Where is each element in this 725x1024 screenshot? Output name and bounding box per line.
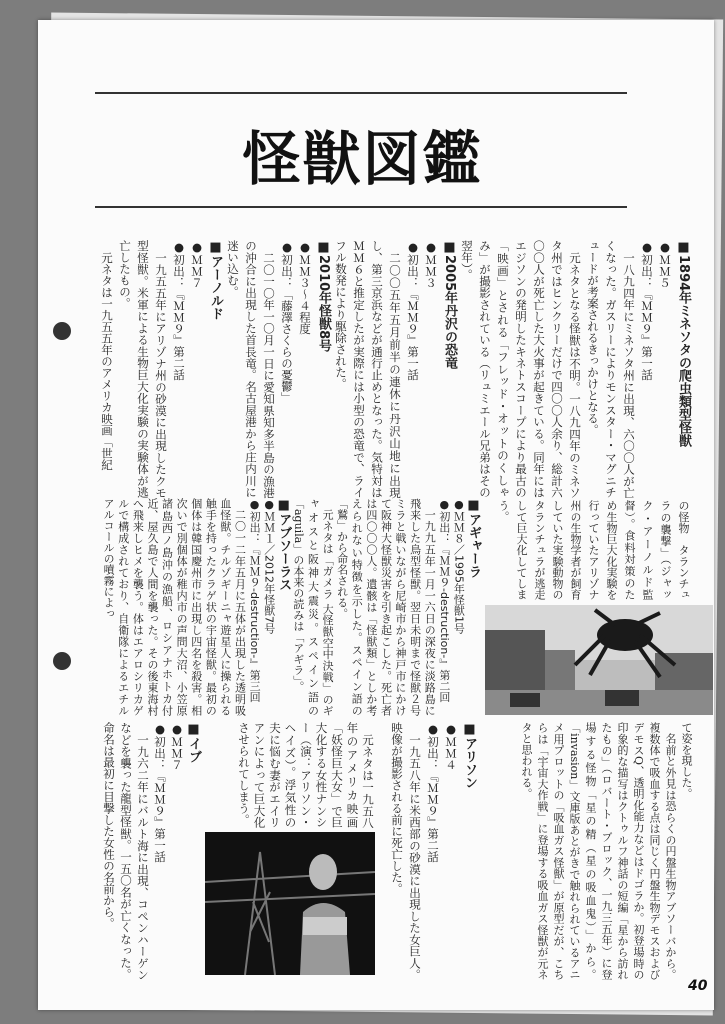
entry-heading: ■イブ (186, 722, 201, 763)
attack-of-50ft-woman-still (205, 832, 375, 975)
entry-text: 一九五五年にアリゾナ州の砂漠に出現したクモ型怪獣。米軍による生物巨大化実験の実験体が逃亡したもの。 (118, 240, 168, 498)
entry-text: 元ネタとなる怪獣は不明。一八九四年のミネソタ州ではヒンクリーだけで四〇〇人余り、総計六〇〇人が死亡した大火事が起きている。同年にはエジソンの発明したキネトスコープにより最古の「映画」とされる「フレッド・オットのくしゃみ」が撮影されている（リュミエール兄弟はその翌年）。 (460, 240, 582, 498)
entry-mm: ●ＭＭ４ (444, 722, 458, 771)
entry-text: 一九五八年に米西部の砂漠に出現した女巨人。映像が撮影される前に死亡した。 (390, 722, 422, 980)
tier-2 (74, 498, 480, 716)
entry-2005-tanzawa (332, 240, 458, 498)
arnold-continued (487, 500, 692, 600)
entry-1894-minnesota (458, 240, 692, 498)
alison-continued (205, 722, 375, 828)
entry-mm: ●ＭＭ３～４程度 (298, 240, 312, 335)
tier-1 (80, 240, 692, 498)
entry-alison (378, 722, 478, 980)
entry-first-appearance: ●初出：『ＭＭ９』第二話 (172, 240, 186, 381)
entry-text: 二〇〇五年五月前半の連休に丹沢山地に出現し、第三京浜などが通行止めとなった。気特対はＭＭ６と推定したが実際には小型の恐竜で、ライフル数発により駆除された。 (334, 240, 402, 498)
entry-text: の怪物 タランチュラの襲撃」（ジャック・アーノルド監督）。食料対策のため生物巨大化実験を行っていたアリゾナ州の生物学者が飼育していた実験動物のタランチュラが逃走して巨大化してしまう。 (497, 500, 690, 600)
entry-mm: ●ＭＭ７ (190, 240, 204, 289)
binder-hole (53, 652, 71, 670)
entry-text: 元ネタは一九五八年のアメリカ映画「妖怪巨大女」で巨大化する女性ナンシー（演：アリソン・ヘイズ）。浮気性の夫に悩む妻がエイリアンによって巨大化させられてしまう。 (237, 722, 375, 828)
entry-arnold (98, 240, 224, 498)
entry-first-appearance: ●初出：『ＭＭ９』第二話 (426, 722, 440, 863)
entry-heading: ■2005年丹沢の恐竜 (442, 240, 457, 370)
entry-agyara (290, 498, 480, 716)
entry-heading: ■1894年ミネソタの爬虫類型怪獣 (676, 240, 691, 448)
entry-mm: ●ＭＭ３ (424, 240, 438, 289)
entry-mm: ●ＭＭ７ (170, 722, 184, 771)
entry-mm: ●ＭＭ８／1995年怪獣1号 (452, 498, 466, 634)
entry-text: 名前と外見は恐らくの円盤生物アブソーバから。複数体で吸血する点は同じく円盤生物デモスおよびデモスQ、透明化能力などはドゴラか。初登場時の印象的な描写はクトゥルフ神話の短編「星から訪れたもの」（ロバート・ブロック、一九三五年）に登場する怪物「星の精（星の吸血鬼）」から。「invasion」文庫版あとがきで触れられているアニメ用プロットの「吸血ガス怪獣」が原型だが、こちらは「宇宙大作戦」に登場する吸血ガス怪獣が元ネタと思われる。 (520, 722, 677, 980)
absolus-continued (482, 722, 694, 980)
entry-mm: ●ＭＭ５ (658, 240, 672, 289)
page-number: 40 (688, 978, 708, 994)
entry-heading: ■アギャーラ (466, 498, 481, 578)
divider (95, 92, 627, 94)
entry-heading: ■アリソン (462, 722, 477, 789)
divider (95, 206, 627, 208)
entry-first-appearance: ●初出：『ＭＭ９』第一話 (640, 240, 654, 381)
entry-heading: ■アーノルド (208, 240, 223, 320)
entry-absolus (101, 498, 291, 716)
entry-first-appearance: ●初出：『ＭＭ９-destruction-』第三回 (248, 498, 262, 703)
entry-text: 元ネタは「ガメラ 大怪獣空中決戦」のギャオスと阪神大震災。スペイン語の「aguila」の本来の読みは「アギラ」。 (291, 498, 335, 716)
entry-text: 二〇一二年五月に五体が出現した透明吸血怪獣。チルゾギーニャ遊星人に操られる触手を持ったクラゲ状の宇宙怪獣。最初の個体は韓国慶州市に出現し四名を殺害。相次いで別個体が稚内市の声問大沼、小笠原諸島西ノ島沖の漁船、ロシアナホトカ付近、屋久島で人間を襲った。その後東海村へ飛来しヒメを襲う。体はエアロシリカゲルで構成されており、自衛隊によるエチルアルコールの噴霧によっ (102, 498, 247, 716)
binder-hole (53, 322, 71, 340)
entry-eve (76, 722, 202, 980)
entry-heading: ■アブソーラス (276, 498, 292, 591)
entry-heading: ■2010年怪獣8号 (316, 240, 331, 353)
entry-2010-kaiju-8 (224, 240, 332, 498)
entry-text: て姿を現した。 (680, 722, 693, 799)
entry-mm: ●ＭＭ１／2012年怪獣7号 (262, 498, 276, 634)
tarantula-movie-still (485, 605, 713, 715)
entry-text: 元ネタは一九五五年のアメリカ映画「世紀 (100, 251, 114, 470)
entry-text: 一八九四年にミネソタ州に出現、六〇〇人が亡くなった。ガスリーによりモンスター・マグニチュードが考案されるきっかけとなる。 (586, 240, 636, 498)
entry-first-appearance: ●初出：『ＭＭ９』第一話 (406, 240, 420, 381)
entry-first-appearance: ●初出：『ＭＭ９-destruction-』第二回 (437, 498, 451, 703)
entry-first-appearance: ●初出：『ＭＭ９』第一話 (153, 722, 167, 863)
entry-text: 二〇一〇年一〇月一日に愛知県知多半島の漁港の沖合に出現した首長竜。名古屋港から庄内川に迷い込む。 (226, 240, 276, 498)
entry-first-appearance: ●初出：「藤澤さくらの憂鬱」 (280, 240, 294, 404)
entry-text: 一九九五年一月一六日の深夜に淡路島に飛来した鳥型怪獣。翌日未明まで怪獣２号ミラと戦いながら尼崎市から神戸市にかけて阪神大怪獣災害を引き起こした。死亡者は四〇〇〇人。遺骸は「怪獣類」としか考えられない特徴を示した。スペイン語の「鷲」から命名される。 (335, 498, 437, 716)
page-title: 怪獣図鑑 (242, 125, 483, 193)
entry-text: 一九六二年にバルト海に出現、コペンハーゲンなどを襲った龍型怪獣。一五〇名が亡くなった。命名は最初に目撃した女性の名前から。 (102, 722, 150, 980)
